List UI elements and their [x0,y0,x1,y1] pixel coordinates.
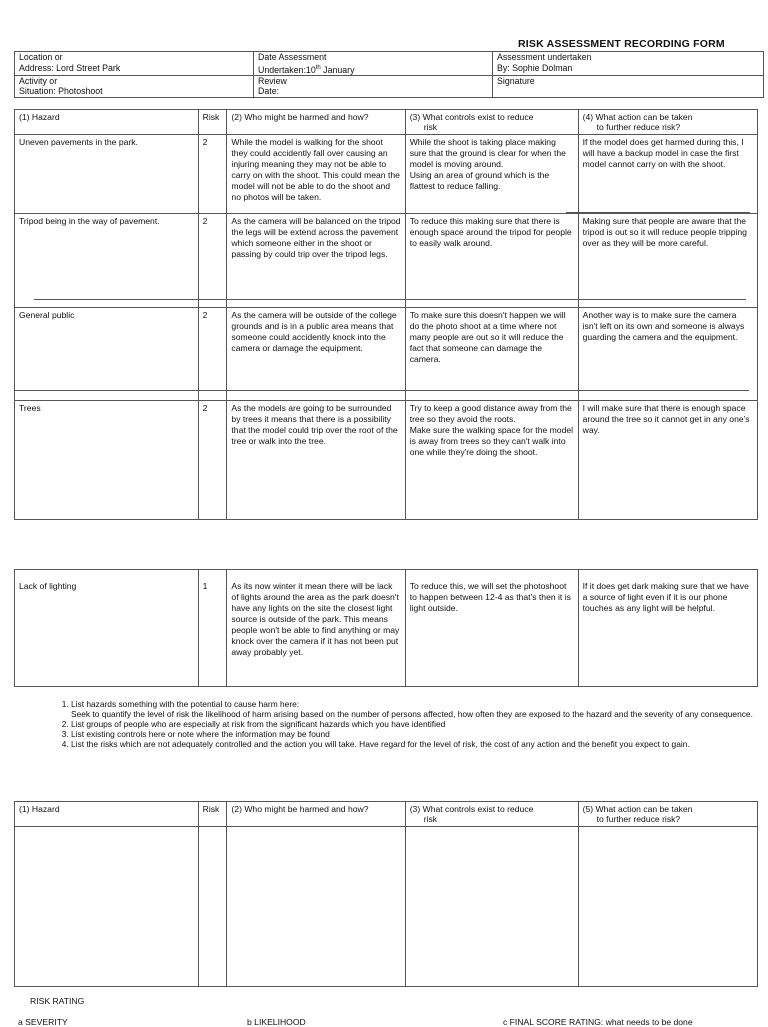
location-cell [15,52,254,76]
controls-cell: To reduce this, we will set the photoshoot to happen between 12-4 as that's then it is light outside. [405,570,578,687]
who-cell: As the camera will be outside of the college grounds and is in a public area means that someone could accidently knock into the camera or damage the equipment. [227,308,405,401]
form-header-table [14,51,764,98]
table-row [15,827,758,987]
action-header [578,802,757,827]
hazard-cell: Lack of lighting [15,570,199,687]
note-item: 1. List hazards something with the potential to cause harm here: Seek to quantify the level of risk the likelihood of harm arising based on the number of persons affected, how often they are exposed to the hazard and the severity of any consequence. [71,699,761,719]
action-header-line1: (4) What action can be taken [582,112,693,122]
action-header-line1: (5) What action can be taken [582,804,693,814]
controls-header-line2: risk [423,814,438,824]
undertaken-sup: th [315,64,321,71]
undertaken-date [258,63,488,75]
table-row [15,401,758,520]
risk-cell: 2 [198,135,227,214]
controls-header-line1: (3) What controls exist to reduce [409,804,534,814]
risk-header: Risk [198,110,227,135]
risk-cell: 2 [198,401,227,520]
controls-cell[interactable] [405,827,578,987]
who-header: (2) Who might be harmed and how? [227,802,405,827]
controls-header-line2: risk [423,122,438,132]
controls-cell: Try to keep a good distance away from the tree so they avoid the roots. Make sure the walking space for the model is away from trees so they can't walk into one while they're doing the shoot. [405,401,578,520]
risk-cell: 1 [198,570,227,687]
note-item: 4. List the risks which are not adequately controlled and the action you will take. Have regard for the level of risk, the cost of any action and the benefit you expect to gain. [71,739,761,749]
hazard-cell: Uneven pavements in the park. [15,135,199,214]
controls-cell: To reduce this making sure that there is enough space around the tripod for people to easily walk around. [405,214,578,308]
who-cell: As its now winter it mean there will be lack of lights around the area as the park doesn't have any lights on the site the closest light source is outside of the park. This means people won't be able to find anything or may knock over the camera if it has not been put away probably yet. [227,570,405,687]
hazard-header: (1) Hazard [15,802,199,827]
action-cell: If the model does get harmed during this, I will have a backup model in case the first model cannot carry on with the shoot. [578,135,757,214]
controls-header-line1: (3) What controls exist to reduce [409,112,534,122]
controls-cell: While the shoot is taking place making sure that the ground is clear for when the model is moving around. Using an area of ground which is the flattest to reduce falling. [405,135,578,214]
hazard-cell[interactable] [15,827,199,987]
risk-table-blank [14,801,758,987]
table-row [15,214,758,308]
action-cell[interactable] [578,827,757,987]
stray-rule [14,390,749,391]
note-item: 3. List existing controls here or note where the information may be found [71,729,761,739]
notes-list [57,699,761,749]
activity-cell [15,75,254,97]
action-header-line2: to further reduce risk? [596,122,681,132]
controls-header [405,802,578,827]
risk-rating-label: RISK RATING [30,996,85,1006]
risk-table-lighting [14,569,758,687]
address-value: Address: Lord Street Park [19,62,121,73]
who-header: (2) Who might be harmed and how? [227,110,405,135]
likelihood-label: b LIKELIHOOD [247,1017,306,1027]
action-header [578,110,757,135]
table-row [15,308,758,401]
hazard-cell: Tripod being in the way of pavement. [15,214,199,308]
action-header-line2: to further reduce risk? [596,814,681,824]
form-title: RISK ASSESSMENT RECORDING FORM [518,38,725,50]
table-row [15,135,758,214]
stray-rule [566,212,750,213]
action-cell: Making sure that people are aware that the tripod is out so it will reduce people tripping over as they will be more careful. [578,214,757,308]
undertaken-suffix: January [320,64,355,75]
assessor-cell [493,52,764,76]
risk-table-main [14,109,758,520]
undertaken-prefix: Undertaken:10 [258,64,316,75]
situation-value: Situation: Photoshoot [19,86,103,97]
review-label: Review [258,75,287,86]
table-header-row [15,110,758,135]
action-cell: If it does get dark making sure that we have a source of light even if it is our phone touches as any light will be helpful. [578,570,757,687]
risk-cell: 2 [198,308,227,401]
who-cell: As the camera will be balanced on the tripod the legs will be extend across the pavement which someone either in the shoot or passing by could trip over the tripod legs. [227,214,405,308]
who-cell: While the model is walking for the shoot they could accidently fall over causing an injuring meaning they may not be able to carry on with the shoot. This could mean the model will not be able to do the shoot and no photos will be taken. [227,135,405,214]
risk-cell: 2 [198,214,227,308]
table-row [15,570,758,687]
assessment-undertaken-label: Assessment undertaken [497,52,592,62]
review-date-label: Date: [258,86,280,97]
signature-label: Signature [497,75,535,86]
hazard-header: (1) Hazard [15,110,199,135]
date-assessment-label: Date Assessment [258,52,327,62]
who-cell: As the models are going to be surrounded by trees it means that there is a possibility that the model could trip over the root of the tree or walk into the tree. [227,401,405,520]
stray-rule [34,299,746,300]
activity-label: Activity or [19,75,58,86]
severity-label: a SEVERITY [18,1017,68,1027]
final-score-label: c FINAL SCORE RATING: what needs to be done [503,1017,693,1027]
signature-cell [493,75,764,97]
action-cell: Another way is to make sure the camera isn't left on its own and someone is always guarding the camera and the equipment. [578,308,757,401]
review-cell [254,75,493,97]
date-assessment-cell [254,52,493,76]
controls-cell: To make sure this doesn't happen we will do the photo shoot at a time where not many people are out so it will reduce the fact that someone can damage the camera. [405,308,578,401]
who-cell[interactable] [227,827,405,987]
note-item: 2. List groups of people who are especially at risk from the significant hazards which you have identified [71,719,761,729]
risk-cell[interactable] [198,827,227,987]
hazard-cell: General public [15,308,199,401]
action-cell: I will make sure that there is enough space around the tree so it cannot get in any one's way. [578,401,757,520]
assessor-name: By: Sophie Dolman [497,62,573,73]
location-label: Location or [19,52,63,62]
table-header-row [15,802,758,827]
controls-header [405,110,578,135]
hazard-cell: Trees [15,401,199,520]
risk-header: Risk [198,802,227,827]
